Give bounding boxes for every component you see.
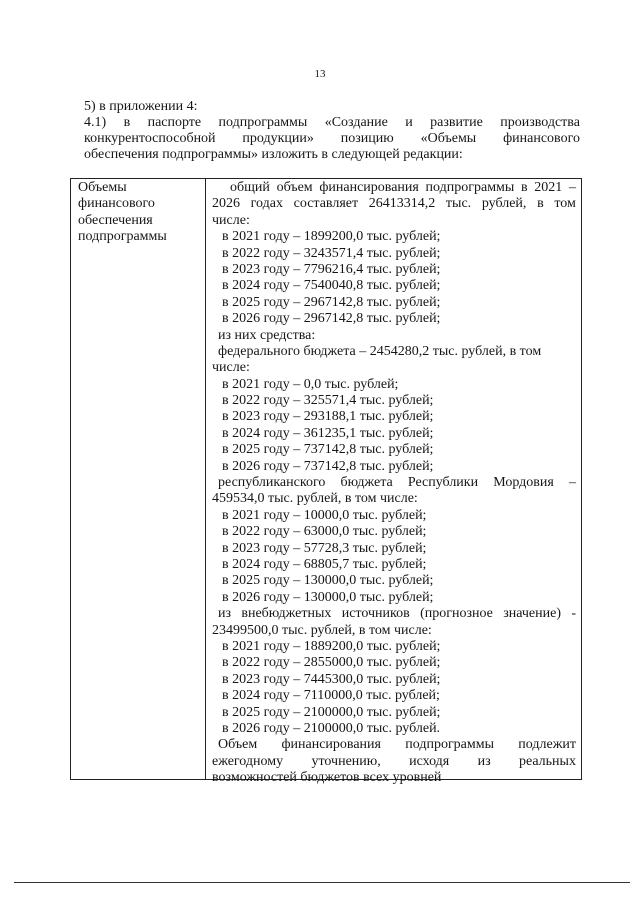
year-amount-line: в 2021 году – 1889200,0 тыс. рублей; xyxy=(222,638,441,654)
intro-line: 5) в приложении 4: xyxy=(84,99,198,114)
intro-line xyxy=(84,131,580,147)
word: и xyxy=(405,115,413,130)
year-amount-line: в 2023 году – 7796216,4 тыс. рублей; xyxy=(222,261,441,277)
table-text-line xyxy=(212,606,576,622)
word: из xyxy=(218,606,232,622)
word: Мордовия xyxy=(493,475,554,491)
word: рублей, xyxy=(481,196,527,212)
word: в xyxy=(521,180,528,195)
word: (прогнозное xyxy=(420,606,493,622)
word: позицию xyxy=(340,131,394,146)
word: годах xyxy=(250,196,283,212)
year-amount-line: в 2025 году – 2100000,0 тыс. рублей; xyxy=(222,704,441,720)
word: подпрограммы xyxy=(425,180,515,195)
word: продукции» xyxy=(242,131,314,146)
word: финансирования xyxy=(281,737,381,753)
word: – xyxy=(568,180,576,195)
word: конкурентоспособной xyxy=(84,131,216,146)
table-label-line: финансового xyxy=(78,196,155,212)
table-label-cell xyxy=(78,180,198,246)
table-text-line: из них средства: xyxy=(218,327,316,343)
word: 4.1) xyxy=(84,115,107,130)
word: «Создание xyxy=(324,115,388,130)
table-text-line xyxy=(212,737,576,753)
table-text-line: возможностей бюджетов всех уровней xyxy=(212,770,442,786)
year-amount-line: в 2021 году – 10000,0 тыс. рублей; xyxy=(222,507,427,523)
word: подлежит xyxy=(518,737,576,753)
word: производства xyxy=(500,115,580,130)
word: значение) xyxy=(503,606,561,622)
word: республиканского xyxy=(218,475,326,491)
word: 2026 xyxy=(212,196,240,212)
year-amount-line: в 2025 году – 2967142,8 тыс. рублей; xyxy=(222,294,441,310)
word: тыс. xyxy=(445,196,472,212)
footer-rule xyxy=(14,882,630,883)
table-value-cell xyxy=(212,180,576,786)
table-label-line: обеспечения xyxy=(78,212,153,228)
word: реальных xyxy=(518,753,576,769)
word: паспорте xyxy=(147,115,202,130)
word: в xyxy=(123,115,131,130)
intro-line: обеспечения подпрограммы» изложить в следующей редакции: xyxy=(84,147,463,162)
table-text-line xyxy=(212,196,576,212)
table-label-line: Объемы xyxy=(78,180,127,195)
word: ежегодному xyxy=(212,753,284,769)
word: подпрограммы xyxy=(218,115,308,130)
year-amount-line: в 2022 году – 63000,0 тыс. рублей; xyxy=(222,524,427,540)
year-amount-line: в 2023 году – 7445300,0 тыс. рублей; xyxy=(222,671,441,687)
word: финансирования xyxy=(319,180,419,195)
year-amount-line: в 2022 году – 325571,4 тыс. рублей; xyxy=(222,393,434,409)
year-amount-line: в 2022 году – 3243571,4 тыс. рублей; xyxy=(222,245,441,261)
year-amount-line: в 2025 году – 737142,8 тыс. рублей; xyxy=(222,442,434,458)
year-amount-line: в 2026 году – 737142,8 тыс. рублей; xyxy=(222,458,434,474)
table-text-line xyxy=(212,754,576,770)
year-amount-line: в 2021 году – 0,0 тыс. рублей; xyxy=(222,376,399,392)
word: общий xyxy=(230,180,270,195)
intro-text xyxy=(84,99,580,163)
year-amount-line: в 2026 году – 130000,0 тыс. рублей; xyxy=(222,589,434,605)
word: «Объемы xyxy=(420,131,477,146)
word: – xyxy=(569,475,576,491)
word: в xyxy=(537,196,544,212)
word: уточнению, xyxy=(311,753,381,769)
word: том xyxy=(554,196,576,212)
word: объем xyxy=(276,180,313,195)
year-amount-line: в 2022 году – 2855000,0 тыс. рублей; xyxy=(222,655,441,671)
year-amount-line: в 2023 году – 57728,3 тыс. рублей; xyxy=(222,540,427,556)
table-text-line: числе: xyxy=(212,212,250,228)
table-column-divider xyxy=(205,178,206,780)
word: подпрограммы xyxy=(405,737,495,753)
table-text-line: числе: xyxy=(212,360,250,376)
word: развитие xyxy=(430,115,483,130)
year-amount-line: в 2021 году – 1899200,0 тыс. рублей; xyxy=(222,229,441,245)
table-text-line: 23499500,0 тыс. рублей, в том числе: xyxy=(212,622,432,638)
word: - xyxy=(571,606,576,622)
table-text-line xyxy=(212,180,576,196)
word: 2021 xyxy=(534,180,563,195)
year-amount-line: в 2026 году – 2967142,8 тыс. рублей; xyxy=(222,311,441,327)
word: Республики xyxy=(407,475,479,491)
year-amount-line: в 2026 году – 2100000,0 тыс. рублей. xyxy=(222,720,441,736)
word: исходя xyxy=(409,753,450,769)
word: внебюджетных xyxy=(241,606,332,622)
year-amount-line: в 2024 году – 7110000,0 тыс. рублей; xyxy=(222,688,440,704)
year-amount-line: в 2024 году – 7540040,8 тыс. рублей; xyxy=(222,278,441,294)
table-label-line: подпрограммы xyxy=(78,229,167,245)
word: источников xyxy=(341,606,410,622)
table-text-line xyxy=(212,475,576,491)
word: составляет xyxy=(293,196,359,212)
word: финансового xyxy=(503,131,580,146)
page-number: 13 xyxy=(314,68,326,80)
word: из xyxy=(477,753,491,769)
table-text-line: 459534,0 тыс. рублей, в том числе: xyxy=(212,491,418,507)
year-amount-line: в 2024 году – 68805,7 тыс. рублей; xyxy=(222,556,427,572)
word: 26413314,2 xyxy=(368,196,436,212)
table-text-line: федерального бюджета – 2454280,2 тыс. рублей, в том xyxy=(218,343,542,359)
word: Объем xyxy=(218,737,258,753)
year-amount-line: в 2023 году – 293188,1 тыс. рублей; xyxy=(222,409,434,425)
word: бюджета xyxy=(340,475,393,491)
intro-line xyxy=(84,115,580,131)
year-amount-line: в 2025 году – 130000,0 тыс. рублей; xyxy=(222,573,434,589)
year-amount-line: в 2024 году – 361235,1 тыс. рублей; xyxy=(222,425,434,441)
